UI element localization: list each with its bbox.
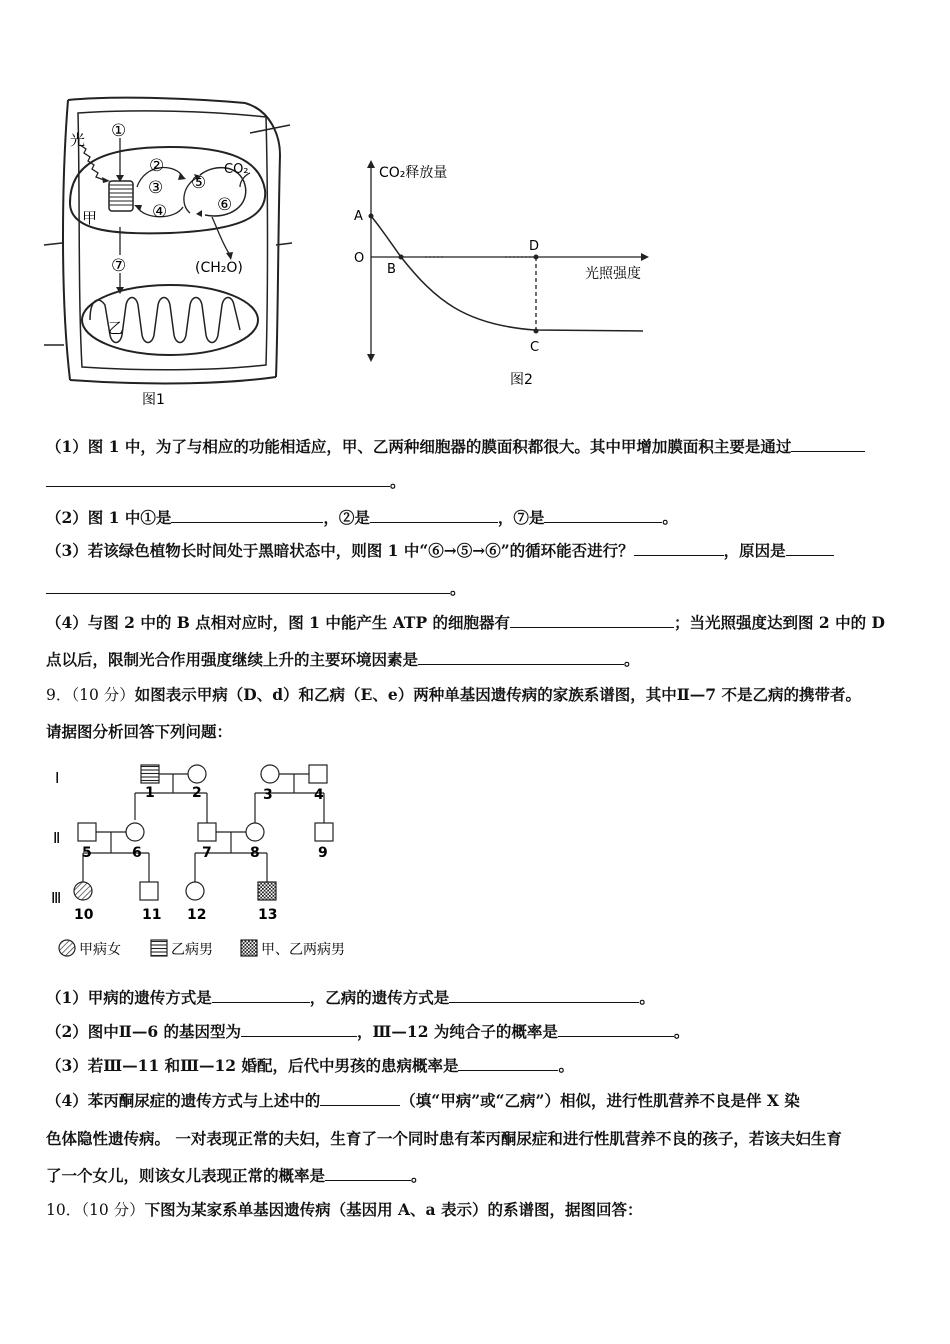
individual-number-1: 1 [145, 785, 155, 801]
q9-pedigree-chart [45, 755, 375, 970]
q9-part3-blank[interactable] [458, 1056, 558, 1071]
individual-number-13: 13 [258, 907, 278, 923]
step-label-7: ⑦ [111, 256, 127, 276]
legend-disease-b-male-icon [151, 940, 167, 956]
q9-part1-blank-b[interactable] [449, 988, 639, 1003]
q9-part3: （3）若Ⅲ—11 和Ⅲ—12 婚配，后代中男孩的患病概率是 。 [46, 1056, 574, 1075]
q9-part1-blank-a[interactable] [212, 988, 310, 1003]
point-o-label: O [354, 251, 365, 266]
step-label-5: ⑤ [191, 173, 207, 193]
figure-2-co2-curve [345, 150, 665, 395]
legend-disease-b-male: 乙病男 [171, 942, 213, 958]
light-label: 光 [70, 131, 86, 149]
q9-intro-line1: 9．（10 分）如图表示甲病（D、d）和乙病（E、e）两种单基因遗传病的家族系谱图，其中Ⅱ—7 不是乙病的携带者。 [46, 685, 861, 704]
individual-8-female [246, 823, 264, 841]
q9-part1: （1）甲病的遗传方式是 ，乙病的遗传方式是 。 [46, 988, 655, 1007]
q8-part2-blank-1[interactable] [171, 508, 323, 523]
q8-part4-line2: 点以后，限制光合作用强度继续上升的主要环境因素是 。 [46, 650, 640, 669]
individual-4-male [309, 765, 327, 783]
q9-part4-line1: （4）苯丙酮尿症的遗传方式与上述中的 （填“甲病”或“乙病”）相似，进行性肌营养不良是伴 X 染 [46, 1091, 800, 1110]
ch2o-label: (CH₂O) [195, 260, 243, 276]
individual-2-female [188, 765, 206, 783]
individual-5-male [78, 823, 96, 841]
q9-part4-line2: 色体隐性遗传病。 一对表现正常的夫妇，生育了一个同时患有苯丙酮尿症和进行性肌营养不良的孩子，若该夫妇生育 [46, 1129, 842, 1148]
q8-part2-blank-7[interactable] [544, 508, 662, 523]
individual-number-3: 3 [263, 787, 273, 803]
point-a-label: A [354, 209, 363, 224]
step-label-1: ① [111, 121, 127, 141]
figure-2-caption: 图2 [510, 372, 533, 388]
individual-6-female [126, 823, 144, 841]
q8-part1-blank-b[interactable] [46, 472, 390, 487]
q8-part3-blank-b[interactable] [786, 541, 834, 556]
individual-number-6: 6 [132, 845, 142, 861]
individual-7-male [198, 823, 216, 841]
q8-part3-blank-a[interactable] [634, 541, 724, 556]
step-label-2: ② [149, 156, 165, 176]
q9-part2-blank-a[interactable] [241, 1022, 357, 1037]
generation-label-1: Ⅰ [55, 769, 60, 787]
legend-both-diseases-male-icon [241, 940, 257, 956]
q9-number: 9．（10 分） [46, 686, 135, 704]
q8-part4-line1: （4）与图 2 中的 B 点相对应时，图 1 中能产生 ATP 的细胞器有 ；当光照强度达到图 2 中的 D [46, 613, 885, 632]
step-label-3: ③ [148, 178, 164, 198]
individual-13-male-both-diseases [258, 882, 276, 900]
jia-label: 甲 [82, 209, 98, 227]
legend-both-diseases-male: 甲、乙两病男 [261, 942, 345, 958]
individual-number-12: 12 [187, 907, 207, 923]
individual-11-male [140, 882, 158, 900]
q8-part3-line1: （3）若该绿色植物长时间处于黑暗状态中，则图 1 中“⑥→⑤→⑥”的循环能否进行？ ，原因是 [46, 541, 916, 561]
co2-label: CO₂ [224, 162, 249, 177]
step-label-4: ④ [152, 202, 168, 222]
q8-part2: （2）图 1 中①是 ，②是 ，⑦是 。 [46, 508, 678, 527]
q8-part1-line1: （1）图 1 中，为了与相应的功能相适应，甲、乙两种细胞器的膜面积都很大。其中甲增加膜面积主要是通过 [46, 437, 916, 457]
individual-number-11: 11 [142, 907, 162, 923]
q9-part4-blank-b[interactable] [325, 1166, 411, 1181]
q8-part4-blank-b[interactable] [418, 650, 624, 665]
point-c-label: C [530, 340, 540, 355]
chloroplast [70, 147, 265, 233]
q10-number: 10．（10 分） [46, 1201, 145, 1219]
cell-wall [63, 98, 280, 384]
x-axis-label: 光照强度 [585, 266, 641, 282]
step-label-6: ⑥ [217, 195, 233, 215]
q8-part4-blank-a[interactable] [510, 613, 674, 628]
q8-part3-line2: 。 [46, 579, 916, 599]
figure-1-cell-diagram [40, 95, 300, 415]
individual-number-4: 4 [314, 787, 324, 803]
individual-12-female [186, 882, 204, 900]
q8-part1-line2: 。 [46, 472, 916, 492]
individual-3-female [261, 765, 279, 783]
generation-label-3: Ⅲ [51, 889, 62, 907]
q9-part2-blank-b[interactable] [558, 1022, 674, 1037]
q8-part1-blank-a[interactable] [791, 437, 865, 452]
q9-intro-line2: 请据图分析回答下列问题： [46, 722, 233, 741]
individual-number-8: 8 [250, 845, 260, 861]
individual-number-7: 7 [202, 845, 212, 861]
legend-disease-a-female: 甲病女 [79, 942, 121, 958]
q10-intro: 10．（10 分）下图为某家系单基因遗传病（基因用 A、a 表示）的系谱图，据图回答： [46, 1200, 643, 1219]
yi-label: 乙 [108, 319, 124, 337]
figure-1-caption: 图1 [142, 392, 165, 408]
q8-part3-blank-c[interactable] [46, 579, 450, 594]
legend-disease-a-female-icon [59, 940, 75, 956]
grana-stack-icon [109, 181, 133, 211]
individual-10-female-disease-a [74, 882, 92, 900]
point-b-label: B [387, 262, 396, 277]
q9-part4-line3: 了一个女儿，则该女儿表现正常的概率是 。 [46, 1166, 427, 1185]
point-d-label: D [529, 239, 540, 254]
individual-number-10: 10 [74, 907, 94, 923]
q9-part2: （2）图中Ⅱ—6 的基因型为 ，Ⅲ—12 为纯合子的概率是 。 [46, 1022, 690, 1041]
q9-part4-blank-a[interactable] [320, 1091, 400, 1106]
individual-9-male [315, 823, 333, 841]
individual-number-5: 5 [82, 845, 92, 861]
individual-number-9: 9 [318, 845, 328, 861]
q8-part2-blank-2[interactable] [370, 508, 498, 523]
generation-label-2: Ⅱ [53, 829, 61, 847]
individual-number-2: 2 [192, 785, 202, 801]
y-axis-label: CO₂释放量 [379, 165, 448, 181]
individual-1-male-disease-b [141, 765, 159, 783]
